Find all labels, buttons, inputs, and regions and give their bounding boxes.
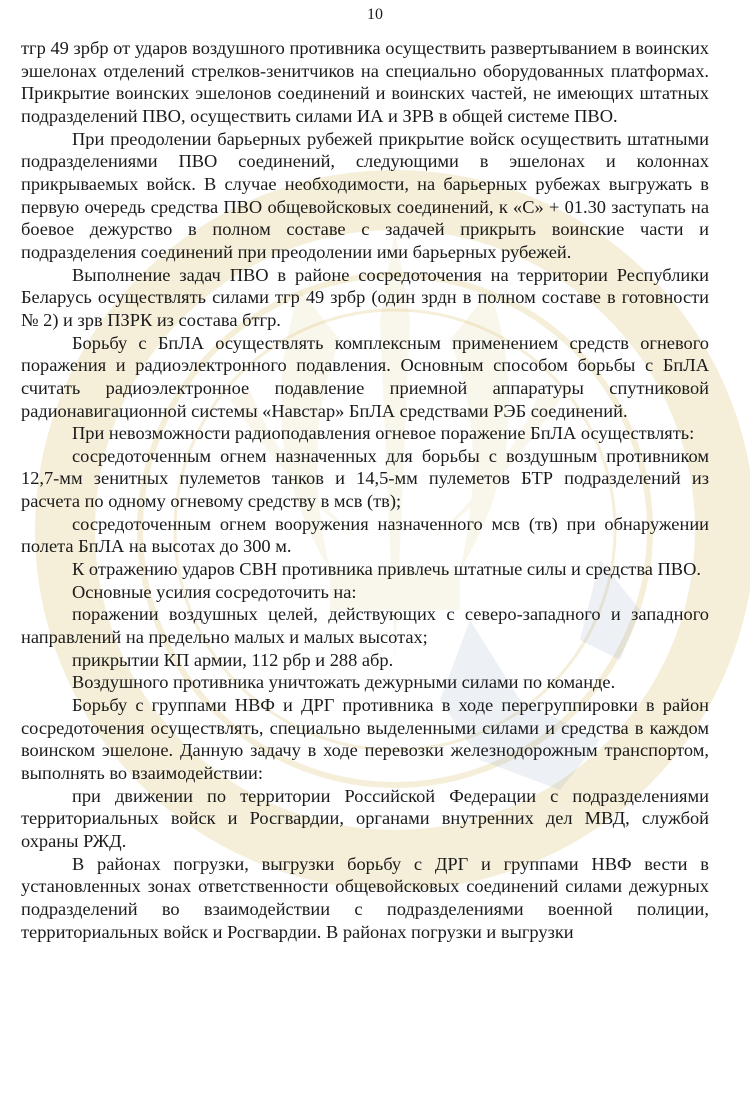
paragraph: поражении воздушных целей, действующих с северо-западного и западного направлений на предельно малых и малых высотах; xyxy=(21,604,709,648)
paragraph: сосредоточенным огнем вооружения назначенного мсв (тв) при обнаружении полета БпЛА на высотах до 300 м. xyxy=(21,513,709,557)
page-number: 10 xyxy=(367,6,383,23)
paragraph: При преодолении барьерных рубежей прикрытие войск осуществить штатными подразделениями ПВО соединений, следующими в эшелонах и колоннах прикрываемых войск. В случае необходимости, на барьерных рубежах выгружать в первую очередь средства ПВО общевойсковых соединений, к «С» + 01.30 заступать на боевое дежурство в полном составе с задачей прикрыть воинские части и подразделения соединений при преодолении ими барьерных рубежей. xyxy=(21,128,709,262)
document-body xyxy=(21,37,709,943)
paragraph: тгр 49 зрбр от ударов воздушного противника осуществить развертыванием в воинских эшелонах отделений стрелков-зенитчиков на специально оборудованных платформах. Прикрытие воинских эшелонов соединений и воинских частей, не имеющих штатных подразделений ПВО, осуществить силами ИА и ЗРВ в общей системе ПВО. xyxy=(21,38,709,126)
paragraph: при движении по территории Российской Федерации с подразделениями территориальных войск и Росгвардии, органами внутренних дел МВД, службой охраны РЖД. xyxy=(21,785,709,851)
paragraph: Основные усилия сосредоточить на: xyxy=(72,581,357,602)
paragraph: Выполнение задач ПВО в районе сосредоточения на территории Республики Беларусь осуществлять силами тгр 49 зрбр (один зрдн в полном составе в готовности № 2) и зрв ПЗРК из состава бтгр. xyxy=(21,264,709,330)
paragraph: Борьбу с БпЛА осуществлять комплексным применением средств огневого поражения и радиоэлектронного подавления. Основным способом борьбы с БпЛА считать радиоэлектронное подавление приемной аппаратуры спутниковой радионавигационной системы «Навстар» БпЛА средствами РЭБ соединений. xyxy=(21,332,709,421)
paragraph: К отражению ударов СВН противника привлечь штатные силы и средства ПВО. xyxy=(72,559,701,580)
paragraph: сосредоточенным огнем назначенных для борьбы с воздушным противником 12,7-мм зенитных пулеметов танков и 14,5-мм пулеметов БТР подразделений из расчета по одному огневому средству в мсв (тв); xyxy=(21,445,709,512)
paragraph: При невозможности радиоподавления огневое поражение БпЛА осуществлять: xyxy=(72,423,695,444)
paragraph: прикрытии КП армии, 112 рбр и 288 абр. xyxy=(72,649,394,670)
paragraph: Воздушного противника уничтожать дежурными силами по команде. xyxy=(72,672,616,693)
paragraph: Борьбу с группами НВФ и ДРГ противника в ходе перегруппировки в район сосредоточения осуществлять, специально выделенными силами и средства в каждом воинском эшелоне. Данную задачу в ходе перевозки железнодорожным транспортом, выполнять во взаимодействии: xyxy=(21,695,709,783)
paragraph: В районах погрузки, выгрузки борьбу с ДРГ и группами НВФ вести в установленных зонах ответственности общевойсковых соединений силами дежурных подразделений во взаимодействии с подразделениями военной полиции, территориальных войск и Росгвардии. В районах погрузки и выгрузки xyxy=(21,853,709,942)
